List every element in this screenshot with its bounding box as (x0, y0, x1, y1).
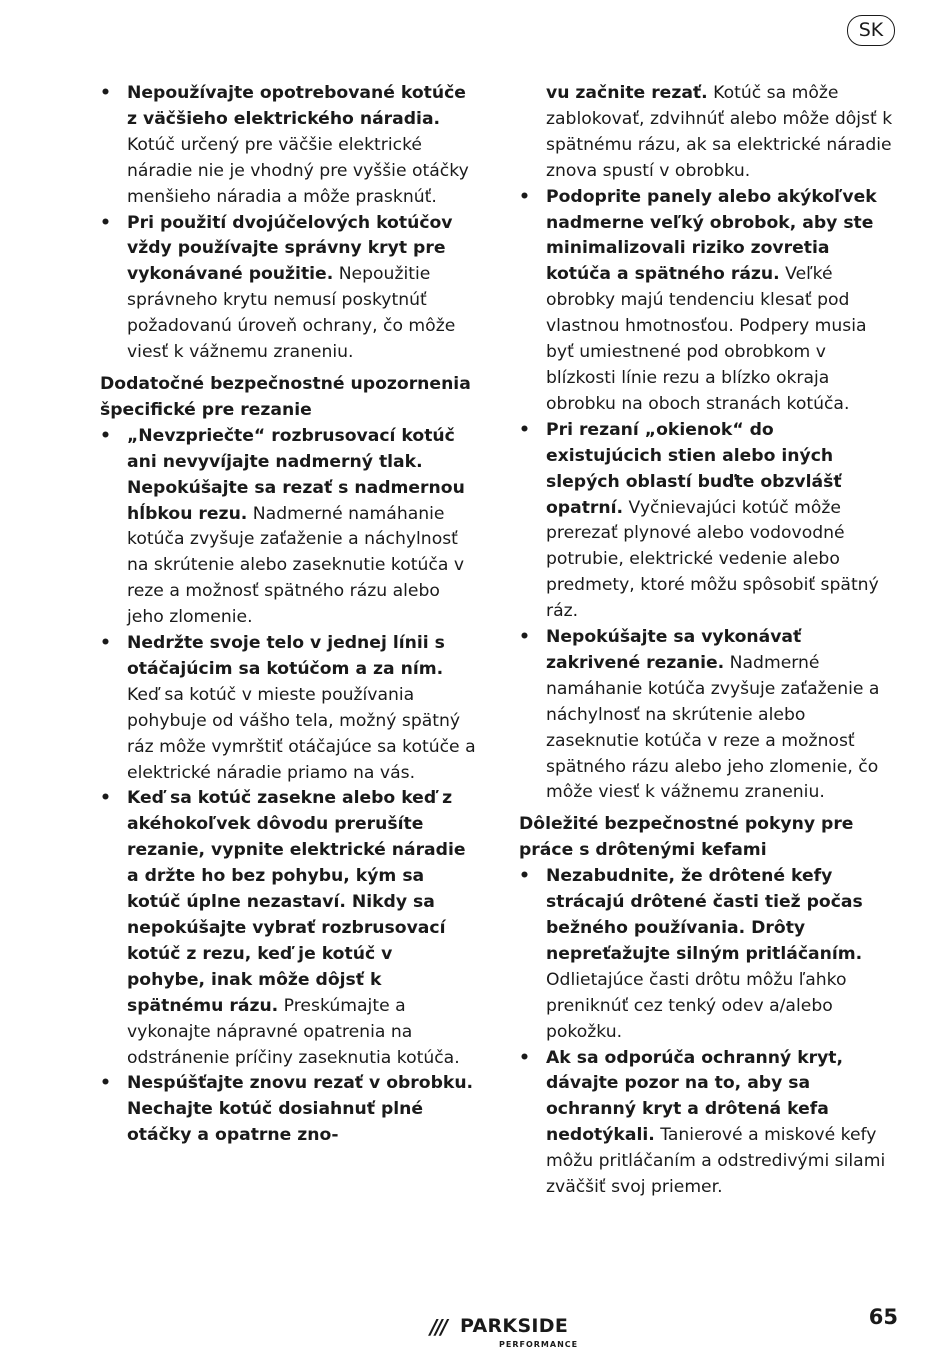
item-bold: „Nevzpriečte“ rozbrusovací kotúč ani nevyvíjajte nadmerný tlak. Nepokúšajte sa rezať s nadmernou hĺbkou rezu. (127, 425, 465, 524)
item-text: Nadmerné namáhanie kotúča zvyšuje zaťaženie a náchylnosť na skrútenie alebo zaseknutie kotúča v reze a možnosť spätného rázu alebo jeho zlomenie, čo môže viesť k vážnemu zraneniu. (546, 652, 880, 803)
item-bold: Nepokúšajte sa vykonávať zakrivené rezanie. (546, 627, 802, 673)
item-bold: Nespúšťajte znovu rezať v obrobku. Nechajte kotúč dosiahnuť plné otáčky a opatrne zno- (127, 1073, 474, 1146)
left-column (100, 81, 476, 1149)
item-bold: Pri rezaní „okienok“ do existujúcich stien alebo iných slepých oblastí buďte obzvlášť opatrní. (546, 419, 842, 518)
item-bold: Keď sa kotúč zasekne alebo keď z akéhokoľvek dôvodu prerušíte rezanie, vypnite elektrické náradie a držte ho bez pohybu, kým sa kotúč úplne nezastaví. Nikdy sa nepokúšajte vybrať rozbrusovací kotúč z rezu, keď je kotúč v pohybe, inak môže dôjsť k spätnému rázu. (127, 788, 466, 1016)
item-bold: Podoprite panely alebo akýkoľvek nadmerne veľký obrobok, aby ste minimalizovali riziko zovretia kotúča a spätného rázu. (546, 186, 877, 285)
list-item: • Nedržte svoje telo v jednej línii s otáčajúcim sa kotúčom a za ním. Keď sa kotúč v mieste používania pohybuje od vášho tela, možný spätný ráz môže vymrštiť otáčajúce sa kotúče a elektrické náradie priamo na vás. (100, 633, 476, 783)
section-heading: Dodatočné bezpečnostné upozornenia špecifické pre rezanie (100, 373, 471, 420)
item-text: Kotúč sa môže zablokovať, zdvihnúť alebo môže dôjsť k spätnému rázu, ak sa elektrické náradie znova spustí v obrobku. (546, 83, 893, 181)
list-item: • „Nevzpriečte“ rozbrusovací kotúč ani nevyvíjajte nadmerný tlak. Nepokúšajte sa rezať s nadmernou hĺbkou rezu. Nadmerné namáhanie kotúča zvyšuje zaťaženie a náchylnosť na skrútenie alebo zaseknutie kotúča v reze a možnosť spätného rázu alebo jeho zlomenie. (100, 425, 465, 628)
item-bold: Nedržte svoje telo v jednej línii s otáčajúcim sa kotúčom a za ním. (127, 633, 445, 679)
item-text: Tanierové a miskové kefy môžu pritláčaním a odstredivými silami zväčšiť svoj priemer. (546, 1125, 886, 1198)
list-item: • Nespúšťajte znovu rezať v obrobku. Nechajte kotúč dosiahnuť plné otáčky a opatrne zno- (100, 1073, 474, 1146)
list-item: • Nezabudnite, že drôtené kefy strácajú drôtené časti tiež počas bežného používania. Drôty nepreťažujte silným pritláčaním. Odlietajúce časti drôtu môžu ľahko preniknúť cez tenký odev a/alebo pokožku. (519, 866, 863, 1042)
item-bold: Ak sa odporúča ochranný kryt, dávajte pozor na to, aby sa ochranný kryt a drôtená kefa nedotýkali. (546, 1047, 844, 1146)
section-heading: Dôležité bezpečnostné pokyny pre práce s drôtenými kefami (519, 814, 854, 861)
logo-wordmark: PARKSIDE (460, 1315, 569, 1337)
item-text: Nadmerné namáhanie kotúča zvyšuje zaťaženie a náchylnosť na skrútenie alebo zaseknutie kotúča v reze a možnosť spätného rázu alebo jeho zlomenie. (127, 503, 465, 628)
list-item: • Nepokúšajte sa vykonávať zakrivené rezanie. Nadmerné namáhanie kotúča zvyšuje zaťaženie a náchylnosť na skrútenie alebo zaseknutie kotúča v reze a možnosť spätného rázu alebo jeho zlomenie, čo môže viesť k vážnemu zraneniu. (519, 627, 880, 803)
list-item: • Pri použití dvojúčelových kotúčov vždy používajte správny kryt pre vykonávané použitie. Nepoužitie správneho krytu nemusí poskytnúť požadovanú úroveň ochrany, čo môže viesť k vážnemu zraneniu. (100, 212, 456, 363)
item-bold: Nezabudnite, že drôtené kefy strácajú drôtené časti tiež počas bežného používania. Drôty nepreťažujte silným pritláčaním. (546, 866, 863, 964)
list-item: • Keď sa kotúč zasekne alebo keď z akéhokoľvek dôvodu prerušíte rezanie, vypnite elektrické náradie a držte ho bez pohybu, kým sa kotúč úplne nezastaví. Nikdy sa nepokúšajte vybrať rozbrusovací kotúč z rezu, keď je kotúč v pohybe, inak môže dôjsť k spätnému rázu. Preskúmajte a vykonajte nápravné opatrenia na odstránenie príčiny zaseknutia kotúča. (100, 788, 466, 1068)
list-item: • Ak sa odporúča ochranný kryt, dávajte pozor na to, aby sa ochranný kryt a drôtená kefa nedotýkali. Tanierové a miskové kefy môžu pritláčaním a odstredivými silami zväčšiť svoj priemer. (519, 1047, 886, 1198)
item-bold: Pri použití dvojúčelových kotúčov vždy používajte správny kryt pre vykonávané použitie. (127, 212, 453, 285)
parkside-logo (430, 1313, 590, 1353)
logo-subtitle: PERFORMANCE (499, 1340, 579, 1349)
language-badge: SK (847, 15, 895, 46)
list-item-continuation (519, 81, 895, 185)
right-column (519, 81, 895, 1201)
item-text: Preskúmajte a vykonajte nápravné opatrenia na odstránenie príčiny zaseknutia kotúča. (127, 995, 460, 1068)
logo-slashes: /// (430, 1315, 446, 1339)
item-text: Kotúč určený pre väčšie elektrické náradie nie je vhodný pre vyššie otáčky menšieho náradia a môže prasknúť. (127, 134, 469, 207)
item-text: Odlietajúce časti drôtu môžu ľahko preniknúť cez tenký odev a/alebo pokožku. (546, 969, 847, 1042)
item-text: Nepoužitie správneho krytu nemusí poskytnúť požadovanú úroveň ochrany, čo môže viesť k vážnemu zraneniu. (127, 264, 456, 363)
list-item: • Nepoužívajte opotrebované kotúče z väčšieho elektrického náradia. Kotúč určený pre väčšie elektrické náradie nie je vhodný pre vyššie otáčky menšieho náradia a môže prasknúť. (100, 83, 469, 207)
list-item: • Pri rezaní „okienok“ do existujúcich stien alebo iných slepých oblastí buďte obzvlášť opatrní. Vyčnievajúci kotúč môže prerezať plynové alebo vodovodné potrubie, elektrické vedenie alebo predmety, ktoré môžu spôsobiť spätný ráz. (519, 419, 879, 622)
list-item: • Podoprite panely alebo akýkoľvek nadmerne veľký obrobok, aby ste minimalizovali riziko zovretia kotúča a spätného rázu. Veľké obrobky majú tendenciu klesať pod vlastnou hmotnosťou. Podpery musia byť umiestnené pod obrobkom v blízkosti línie rezu a blízko okraja obrobku na oboch stranách kotúča. (519, 186, 877, 414)
item-text: Keď sa kotúč v mieste používania pohybuje od vášho tela, možný spätný ráz môže vymrštiť otáčajúce sa kotúče a elektrické náradie priamo na vás. (127, 684, 476, 783)
item-text: Veľké obrobky majú tendenciu klesať pod vlastnou hmotnosťou. Podpery musia byť umiestnené pod obrobkom v blízkosti línie rezu a blízko okraja obrobku na oboch stranách kotúča. (546, 264, 867, 414)
item-bold: Nepoužívajte opotrebované kotúče z väčšieho elektrického náradia. (127, 83, 466, 129)
item-bold: vu začnite rezať. (546, 83, 708, 103)
item-text: Vyčnievajúci kotúč môže prerezať plynové alebo vodovodné potrubie, elektrické vedenie alebo predmety, ktoré môžu spôsobiť spätný ráz. (546, 497, 879, 622)
page-number: 65 (868, 1305, 898, 1329)
